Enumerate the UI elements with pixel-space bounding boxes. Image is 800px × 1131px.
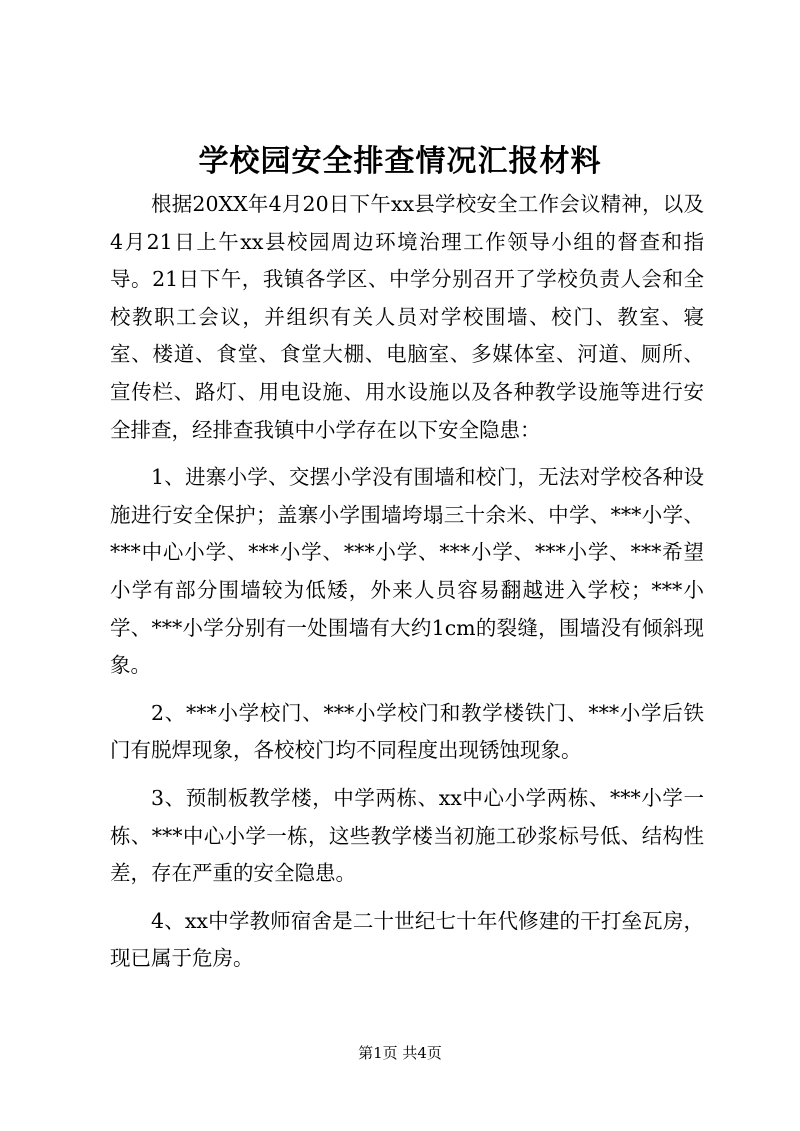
paragraph-intro: 根据20XX年4月20日下午xx县学校安全工作会议精神，以及4月21日上午xx县校园周边环境治理工作领导小组的督查和指导。21日下午，我镇各学区、中学分别召开了学校负责人会和全校教职工会议，并组织有关人员对学校围墙、校门、教室、寝室、楼道、食堂、食堂大棚、电脑室、多媒体室、河道、厕所、宣传栏、路灯、用电设施、用水设施以及各种教学设施等进行安全排查，经排查我镇中小学存在以下安全隐患： — [110, 192, 704, 442]
paragraph-item-2: 2、***小学校门、***小学校门和教学楼铁门、***小学后铁门有脱焊现象，各校校门均不同程度出现锈蚀现象。 — [110, 700, 704, 763]
paragraph-item-1: 1、进寨小学、交摆小学没有围墙和校门，无法对学校各种设施进行安全保护；盖寨小学围墙垮塌三十余米、中学、***小学、***中心小学、***小学、***小学、***小学、***小学、***希望小学有部分围墙较为低矮，外来人员容易翻越进入学校；***小学、***小学分别有一处围墙有大约1cm的裂缝，围墙没有倾斜现象。 — [110, 465, 704, 678]
page-number-footer: 第1页 共4页 — [358, 1044, 442, 1062]
paragraph-item-4: 4、xx中学教师宿舍是二十世纪七十年代修建的干打垒瓦房，现已属于危房。 — [110, 908, 704, 971]
page-title: 学校园安全排查情况汇报材料 — [198, 144, 602, 179]
paragraph-item-3: 3、预制板教学楼，中学两栋、xx中心小学两栋、***小学一栋、***中心小学一栋，这些教学楼当初施工砂浆标号低、结构性差，存在严重的安全隐患。 — [110, 785, 704, 886]
document-body — [110, 186, 704, 988]
